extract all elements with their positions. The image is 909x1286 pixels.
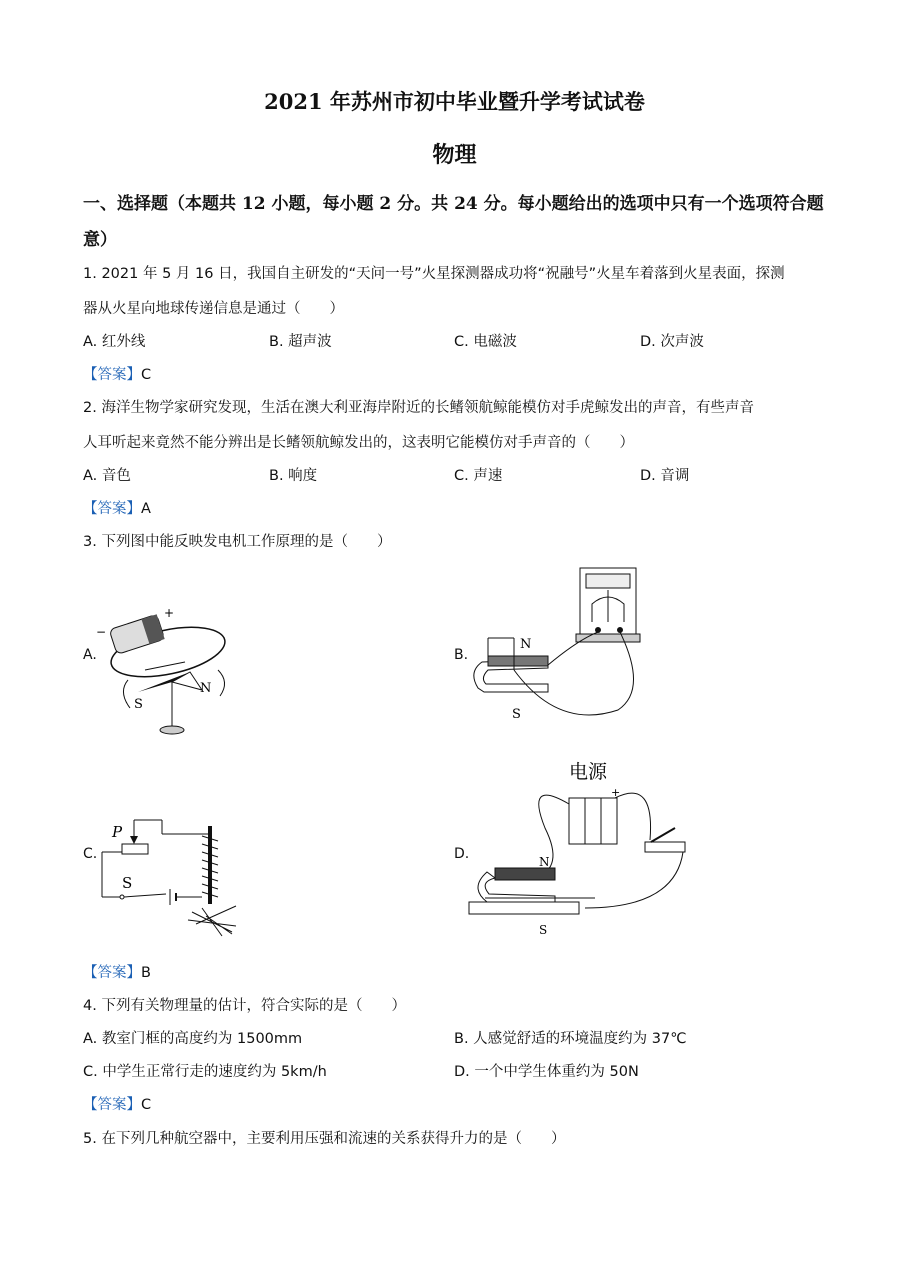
q3-answer-value: B (141, 965, 151, 981)
q1-answer-value: C (141, 367, 152, 383)
q4-answer-value: C (141, 1097, 152, 1113)
fig-a-n: N (200, 681, 212, 696)
q4-answer (83, 1093, 151, 1114)
q3-label-c: C. (83, 846, 98, 862)
fig-a-minus: − (96, 625, 107, 639)
subject-title: 物理 (432, 142, 477, 168)
q2-answer (83, 497, 151, 518)
exam-title: 2021 年苏州市初中毕业暨升学考试试卷 (264, 89, 645, 114)
answer-tag: 【答案】 (83, 965, 141, 981)
q3-line1: 3. 下列图中能反映发电机工作原理的是（ ） (83, 534, 392, 550)
fig-d-n: N (539, 855, 550, 869)
fig-b-s: S (512, 707, 521, 722)
figure-b-generator (468, 560, 658, 740)
q1-answer (83, 363, 151, 384)
fig-a-plus: + (164, 606, 175, 620)
q1-option-d: D. 次声波 (640, 334, 704, 350)
answer-tag: 【答案】 (83, 1097, 141, 1113)
fig-c-s: S (122, 874, 133, 892)
q1-line2: 器从火星向地球传递信息是通过（ ） (83, 301, 344, 317)
q2-option-b: B. 响度 (269, 468, 318, 484)
q4-option-a: A. 教室门框的高度约为 1500mm (83, 1031, 303, 1047)
q3-answer (83, 961, 151, 982)
q4-line1: 4. 下列有关物理量的估计，符合实际的是（ ） (83, 998, 406, 1014)
fig-d-s: S (539, 923, 548, 937)
q2-option-c: C. 声速 (454, 468, 503, 484)
q2-option-d: D. 音调 (640, 468, 690, 484)
section-heading: 一、选择题（本题共 12 小题，每小题 2 分。共 24 分。每小题给出的选项中只有一个选项符合题意） (83, 194, 824, 250)
q5-line1: 5. 在下列几种航空器中，主要利用压强和流速的关系获得升力的是（ ） (83, 1131, 566, 1147)
figure-a-oersted (90, 600, 250, 740)
q3-label-d: D. (454, 846, 470, 862)
fig-a-s: S (134, 697, 143, 712)
fig-c-p: P (112, 823, 123, 841)
q1-option-b: B. 超声波 (269, 334, 332, 350)
q3-label-a: A. (83, 647, 97, 663)
q3-label-b: B. (454, 647, 469, 663)
q4-option-c: C. 中学生正常行走的速度约为 5km/h (83, 1064, 327, 1080)
q1-option-c: C. 电磁波 (454, 334, 517, 350)
q4-option-d: D. 一个中学生体重约为 50N (454, 1064, 639, 1080)
q2-line2: 人耳听起来竟然不能分辨出是长鳍领航鲸发出的，这表明它能模仿对手声音的（ ） (83, 435, 634, 451)
answer-tag: 【答案】 (83, 501, 141, 517)
fig-b-n: N (520, 637, 532, 652)
answer-tag: 【答案】 (83, 367, 141, 383)
q2-line1: 2. 海洋生物学家研究发现，生活在澳大利亚海岸附近的长鳍领航鲸能模仿对手虎鲸发出的声音，有些声音 (83, 400, 754, 416)
fig-d-plus: + (611, 786, 621, 799)
q1-option-a: A. 红外线 (83, 334, 146, 350)
figure-d-motor (465, 758, 705, 938)
figure-c-electromagnet (92, 812, 252, 942)
q2-option-a: A. 音色 (83, 468, 131, 484)
q1-line1: 1. 2021 年 5 月 16 日，我国自主研发的“天问一号”火星探测器成功将“祝融号”火星车着落到火星表面，探测 (83, 266, 785, 282)
q4-option-b: B. 人感觉舒适的环境温度约为 37℃ (454, 1031, 687, 1047)
fig-d-power-label: 电源 (569, 761, 608, 783)
q2-answer-value: A (141, 501, 151, 517)
